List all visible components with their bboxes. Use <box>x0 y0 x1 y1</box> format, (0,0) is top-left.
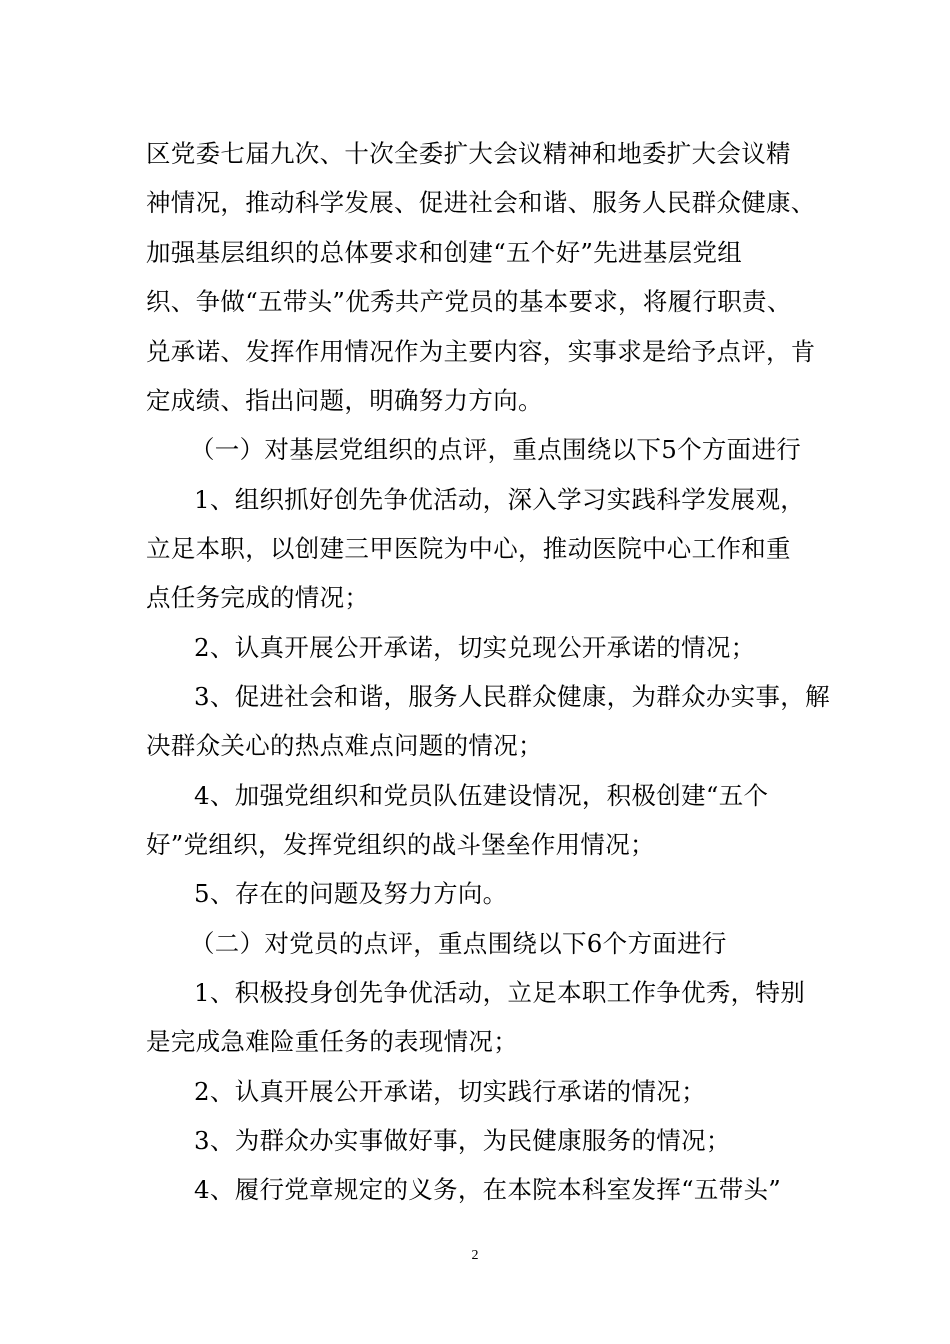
list-item: 4、履行党章规定的义务，在本院本科室发挥“五带头” <box>194 1175 782 1204</box>
list-item: 5、存在的问题及努力方向。 <box>194 879 508 908</box>
list-item: 2、认真开展公开承诺，切实践行承诺的情况； <box>194 1077 706 1106</box>
section-heading: （一）对基层党组织的点评，重点围绕以下5个方面进行 <box>190 435 802 464</box>
list-item: 1、积极投身创先争优活动，立足本职工作争优秀，特别 <box>194 978 806 1007</box>
list-item-continuation: 好”党组织，发挥党组织的战斗堡垒作用情况； <box>146 830 655 859</box>
list-item-continuation: 点任务完成的情况； <box>146 583 370 612</box>
list-item: 1、组织抓好创先争优活动，深入学习实践科学发展观， <box>194 485 806 514</box>
paragraph-line: 定成绩、指出问题，明确努力方向。 <box>146 386 543 415</box>
list-item-continuation: 决群众关心的热点难点问题的情况； <box>146 731 543 760</box>
paragraph-line: 兑承诺、发挥作用情况作为主要内容，实事求是给予点评，肯 <box>146 337 816 366</box>
page-number: 2 <box>471 1248 479 1263</box>
list-item: 2、认真开展公开承诺，切实兑现公开承诺的情况； <box>194 633 756 662</box>
section-heading: （二）对党员的点评，重点围绕以下6个方面进行 <box>190 929 727 958</box>
list-item-continuation: 是完成急难险重任务的表现情况； <box>146 1027 518 1056</box>
paragraph-line: 织、争做“五带头”优秀共产党员的基本要求，将履行职责、 <box>146 287 792 316</box>
paragraph-line: 区党委七届九次、十次全委扩大会议精神和地委扩大会议精 <box>146 139 791 168</box>
paragraph-line: 神情况，推动科学发展、促进社会和谐、服务人民群众健康、 <box>146 188 816 217</box>
paragraph-line: 加强基层组织的总体要求和创建“五个好”先进基层党组 <box>146 238 743 267</box>
list-item: 3、为群众办实事做好事，为民健康服务的情况； <box>194 1126 731 1155</box>
list-item: 3、促进社会和谐，服务人民群众健康，为群众办实事，解 <box>194 682 830 711</box>
list-item: 4、加强党组织和党员队伍建设情况，积极创建“五个 <box>194 781 769 810</box>
list-item-continuation: 立足本职，以创建三甲医院为中心，推动医院中心工作和重 <box>146 534 791 563</box>
